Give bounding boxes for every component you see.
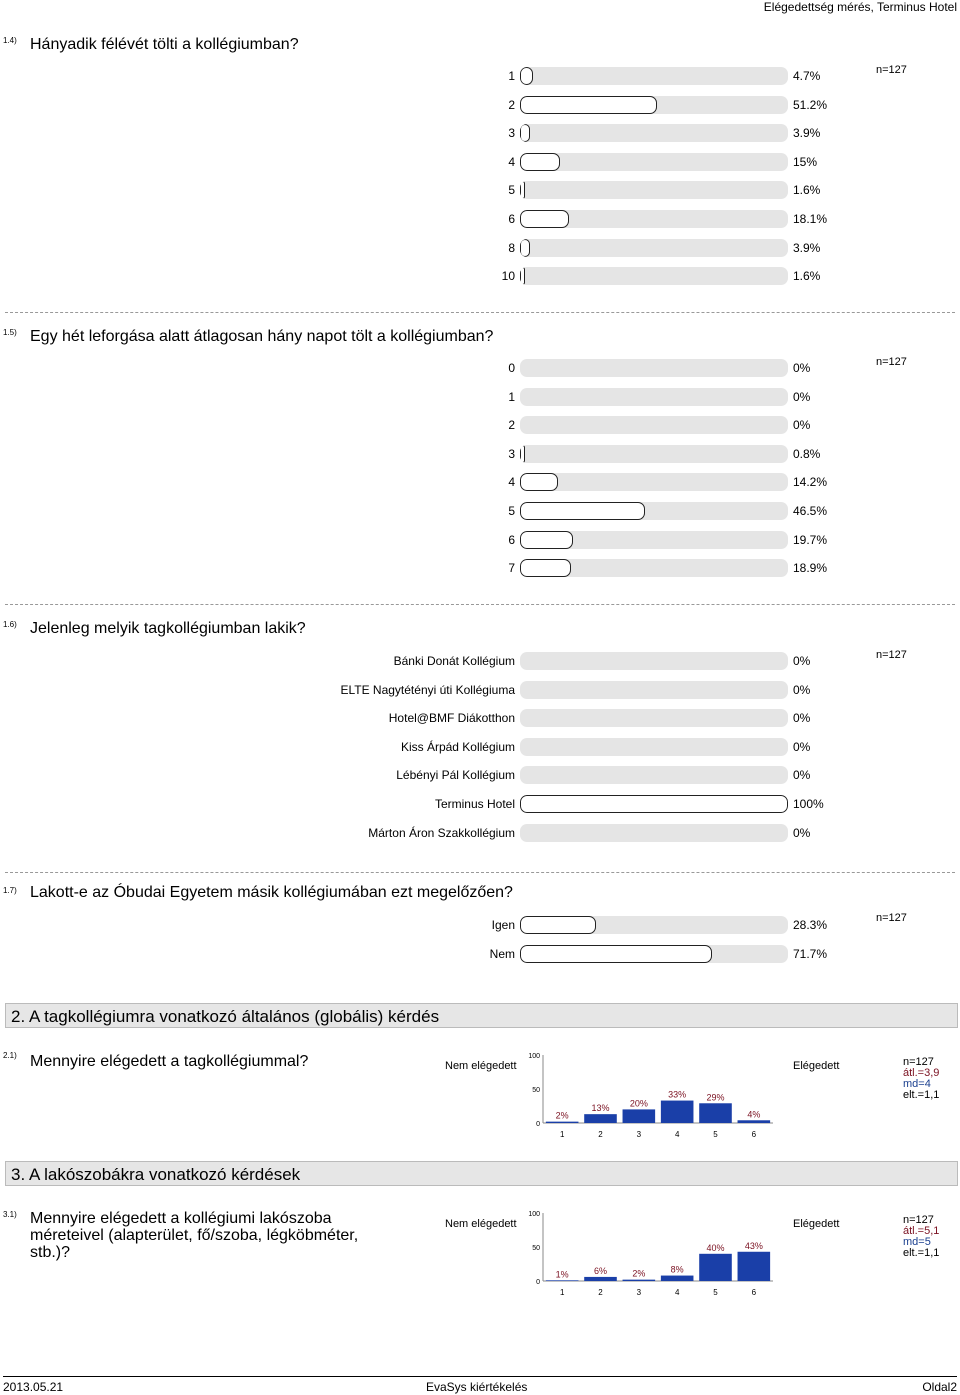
response-label: Bánki Donát Kollégium (393, 654, 515, 668)
respondent-count: n=127 (876, 356, 907, 368)
response-percent: 0% (793, 682, 811, 697)
question-number: 1.4) (3, 36, 17, 45)
question-text-line: Mennyire elégedett a kollégiumi lakószoba (30, 1210, 332, 1227)
response-label: 4 (508, 475, 515, 490)
x-tick-label: 5 (713, 1288, 718, 1297)
response-bar-track (520, 502, 788, 520)
response-bar-track (520, 445, 788, 463)
response-bar (520, 124, 530, 142)
response-bar-track (520, 473, 788, 491)
response-bar (520, 267, 525, 285)
response-label: 6 (508, 532, 515, 547)
response-bar-track (520, 153, 788, 171)
response-bar-track (520, 681, 788, 699)
stat-n: n=127 (903, 1214, 934, 1226)
histogram-value-label: 40% (706, 1242, 725, 1253)
separator (5, 872, 955, 873)
histogram-bar (738, 1120, 771, 1123)
histogram-value-label: 43% (744, 1240, 763, 1251)
response-percent: 18.1% (793, 212, 828, 226)
response-bar-track (520, 416, 788, 434)
response-percent: 1.6% (793, 269, 821, 284)
y-tick-label: 0 (536, 1121, 540, 1128)
response-percent: 3.9% (793, 126, 821, 141)
response-bar (520, 502, 645, 520)
question-text-line: Mennyire elégedett a tagkollégiummal? (30, 1053, 309, 1070)
histogram-value-label: 20% (629, 1098, 648, 1109)
y-tick-label: 100 (528, 1211, 540, 1218)
response-percent: 28.3% (793, 918, 828, 932)
response-label: 0 (508, 361, 515, 375)
histogram-bar (623, 1109, 656, 1123)
response-bar-track (520, 824, 788, 842)
histogram-bar (584, 1277, 617, 1281)
x-tick-label: 4 (674, 1130, 680, 1139)
question-number: 1.5) (3, 328, 17, 337)
response-bar-track (520, 652, 788, 670)
response-percent: 51.2% (793, 97, 828, 112)
response-label: 2 (508, 418, 515, 433)
question-text: Hányadik félévét tölti a kollégiumban? (30, 36, 299, 53)
section-header: 2. A tagkollégiumra vonatkozó általános (globális) kérdés (5, 1003, 958, 1028)
response-label: Hotel@BMF Diákotthon (388, 711, 515, 726)
stats-block (903, 1057, 939, 1101)
response-percent: 0.8% (793, 446, 821, 461)
question-number: 2.1) (3, 1051, 17, 1060)
x-tick-label: 3 (636, 1130, 642, 1139)
histogram-value-label: 2% (632, 1268, 646, 1279)
response-label: 4 (508, 154, 515, 169)
question-number: 1.6) (3, 620, 17, 629)
histogram-chart (525, 1208, 785, 1300)
response-percent: 0% (793, 711, 811, 726)
footer-date: 2013.05.21 (3, 1380, 64, 1394)
response-bar-track (520, 945, 788, 963)
response-bar-track (520, 766, 788, 784)
response-percent: 0% (793, 361, 811, 375)
stat-avg: átl.=3,9 (903, 1067, 940, 1079)
response-bar (520, 916, 596, 934)
response-bar (520, 67, 533, 85)
section-header: 3. A lakószobákra vonatkozó kérdések (5, 1161, 958, 1186)
respondent-count: n=127 (876, 64, 907, 76)
question-number: 3.1) (3, 1210, 17, 1219)
question-text: Jelenleg melyik tagkollégiumban lakik? (30, 620, 306, 637)
histogram-bar (661, 1101, 694, 1123)
header-title: Elégedettség mérés, Terminus Hotel (763, 0, 957, 14)
question-text: Lakott-e az Óbudai Egyetem másik kollégiumában ezt megelőzően? (30, 884, 513, 901)
response-bar-track (520, 359, 788, 377)
x-tick-label: 6 (751, 1130, 757, 1139)
response-percent: 0% (793, 768, 811, 783)
question-text-line: méreteivel (alapterület, fő/szoba, légköbméter, (30, 1227, 359, 1244)
response-bar-track (520, 916, 788, 934)
response-label: 6 (508, 212, 515, 226)
response-bar (520, 531, 573, 549)
histogram-value-label: 29% (706, 1092, 725, 1103)
footer-page: Oldal2 (922, 1380, 957, 1394)
x-tick-label: 2 (598, 1288, 603, 1297)
histogram-bar (699, 1254, 732, 1281)
x-tick-label: 4 (674, 1288, 680, 1297)
response-label: 3 (508, 126, 515, 141)
question-text (30, 1210, 358, 1261)
histogram-bar (661, 1276, 694, 1281)
response-label: 1 (508, 389, 515, 404)
histogram-value-label: 6% (593, 1265, 608, 1276)
histogram-value-label: 13% (591, 1103, 610, 1114)
scale-left-label: Nem elégedett (445, 1060, 517, 1072)
y-tick-label: 50 (532, 1087, 540, 1094)
response-label: 5 (508, 183, 515, 198)
stat-dev: elt.=1,1 (903, 1089, 940, 1101)
question-text: Egy hét leforgása alatt átlagosan hány napot tölt a kollégiumban? (30, 328, 494, 345)
x-tick-label: 6 (751, 1288, 757, 1297)
footer-center: EvaSys kiértékelés (426, 1380, 528, 1394)
response-label: Terminus Hotel (434, 797, 515, 811)
response-bar (520, 181, 525, 199)
response-bar-track (520, 559, 788, 577)
response-bar-track (520, 124, 788, 142)
response-bar-track (520, 181, 788, 199)
response-label: Lébényi Pál Kollégium (396, 768, 515, 783)
response-percent: 0% (793, 739, 811, 754)
response-label: 1 (508, 69, 515, 83)
question-text-line: stb.)? (30, 1244, 71, 1261)
response-label: Márton Áron Szakkollégium (368, 825, 515, 840)
response-percent: 4.7% (793, 69, 821, 83)
question-text (30, 1052, 308, 1071)
response-percent: 14.2% (793, 475, 828, 490)
response-percent: 0% (793, 389, 811, 404)
response-bar (520, 445, 525, 463)
response-label: Nem (489, 946, 515, 961)
response-label: 7 (508, 561, 515, 576)
response-bar-track (520, 738, 788, 756)
response-percent: 19.7% (793, 532, 828, 547)
response-label: 5 (508, 504, 515, 518)
scale-right-label: Elégedett (793, 1060, 840, 1072)
response-percent: 100% (793, 797, 824, 811)
scale-right-label: Elégedett (793, 1218, 840, 1230)
response-percent: 0% (793, 825, 811, 840)
question-number: 1.7) (3, 886, 17, 895)
x-tick-label: 2 (598, 1130, 603, 1139)
response-bar-track (520, 239, 788, 257)
x-tick-label: 3 (636, 1288, 642, 1297)
response-bar-track (520, 709, 788, 727)
respondent-count: n=127 (876, 912, 907, 924)
response-bar (520, 96, 657, 114)
histogram-bar (546, 1280, 579, 1281)
response-label: ELTE Nagytétényi úti Kollégiuma (340, 682, 515, 697)
stat-md: md=5 (903, 1236, 931, 1248)
stat-md: md=4 (903, 1078, 931, 1090)
response-percent: 1.6% (793, 183, 821, 198)
histogram-value-label: 2% (555, 1110, 569, 1121)
response-bar (520, 945, 712, 963)
y-tick-label: 50 (532, 1245, 540, 1252)
y-tick-label: 0 (536, 1279, 540, 1286)
response-bar-track (520, 267, 788, 285)
response-percent: 0% (793, 654, 811, 668)
response-percent: 18.9% (793, 561, 828, 576)
response-label: 2 (508, 97, 515, 112)
histogram-bar (584, 1114, 617, 1123)
stat-n: n=127 (903, 1056, 934, 1068)
response-bar (520, 239, 530, 257)
stat-avg: átl.=5,1 (903, 1225, 940, 1237)
scale-left-label: Nem elégedett (445, 1218, 517, 1230)
stats-block (903, 1215, 939, 1259)
response-bar (520, 795, 788, 813)
histogram-bar (623, 1280, 656, 1281)
histogram-chart (525, 1050, 785, 1142)
response-bar-track (520, 795, 788, 813)
histogram-bar (738, 1252, 771, 1281)
histogram-value-label: 4% (747, 1109, 761, 1120)
response-bar-track (520, 67, 788, 85)
response-bar (520, 473, 558, 491)
separator (5, 312, 955, 313)
response-bar (520, 153, 560, 171)
response-bar-track (520, 388, 788, 406)
respondent-count: n=127 (876, 649, 907, 661)
response-label: Kiss Árpád Kollégium (400, 739, 515, 754)
histogram-bar (699, 1103, 732, 1123)
histogram-value-label: 33% (668, 1089, 687, 1100)
footer-rule (3, 1376, 957, 1377)
response-bar-track (520, 210, 788, 228)
x-tick-label: 1 (559, 1288, 565, 1297)
response-percent: 15% (793, 154, 818, 169)
response-label: 3 (508, 446, 515, 461)
histogram-value-label: 1% (555, 1269, 569, 1280)
y-tick-label: 100 (528, 1053, 540, 1060)
response-percent: 3.9% (793, 240, 821, 255)
response-bar-track (520, 531, 788, 549)
stat-dev: elt.=1,1 (903, 1247, 940, 1259)
response-bar (520, 210, 569, 228)
response-label: 10 (501, 269, 515, 284)
x-tick-label: 5 (713, 1130, 718, 1139)
histogram-bar (546, 1122, 579, 1123)
separator (5, 604, 955, 605)
response-bar (520, 559, 571, 577)
histogram-value-label: 8% (670, 1264, 684, 1275)
response-label: 8 (508, 240, 515, 255)
x-tick-label: 1 (559, 1130, 565, 1139)
response-percent: 71.7% (793, 946, 828, 961)
response-percent: 0% (793, 418, 811, 433)
response-percent: 46.5% (793, 504, 828, 518)
response-label: Igen (491, 918, 515, 932)
response-bar-track (520, 96, 788, 114)
